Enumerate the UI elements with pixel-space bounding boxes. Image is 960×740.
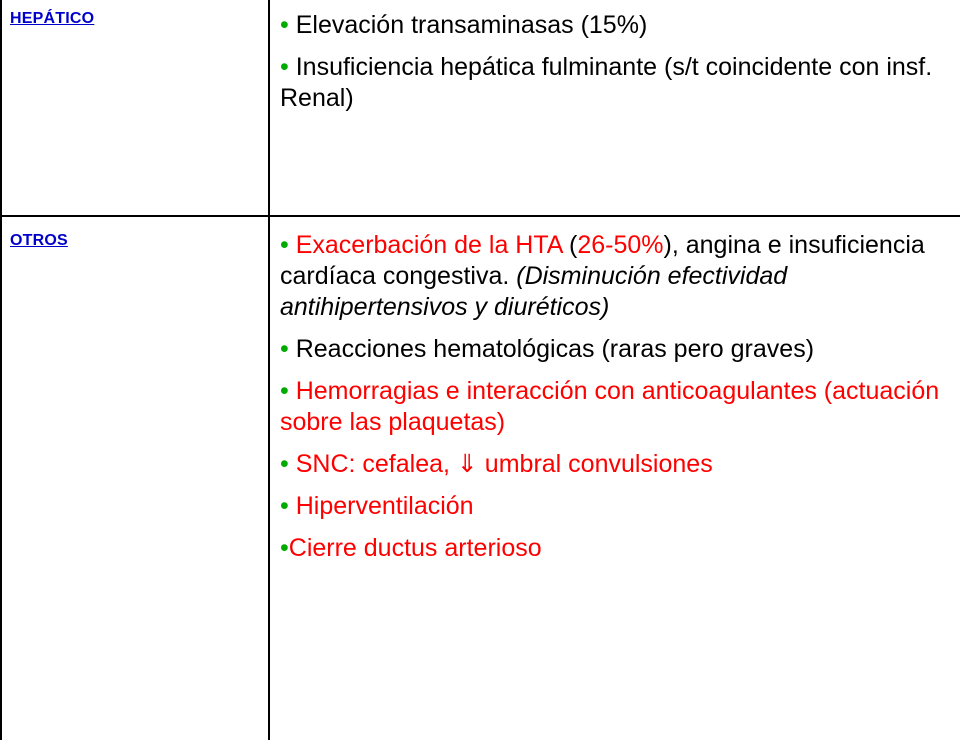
row-label-hepatico: HEPÁTICO bbox=[10, 10, 95, 27]
arrow-down-icon: ⇓ bbox=[456, 450, 478, 478]
bullet-icon: • bbox=[280, 492, 289, 520]
list-item bbox=[280, 376, 940, 438]
list-item bbox=[280, 10, 940, 41]
item-text-highlight: Exacerbación de la HTA bbox=[295, 231, 563, 259]
bullet-icon: • bbox=[280, 335, 289, 363]
item-text-highlight: SNC: cefalea, bbox=[295, 450, 457, 478]
list-item bbox=[280, 52, 940, 114]
bullet-icon: • bbox=[280, 53, 289, 81]
bullet-icon: • bbox=[280, 11, 289, 39]
row-divider bbox=[0, 215, 960, 217]
item-text: Insuficiencia hepática fulminante (s/t coincidente con insf. Renal) bbox=[280, 53, 933, 112]
bullet-icon: • bbox=[280, 377, 289, 405]
row-content-otros bbox=[280, 230, 940, 575]
list-item bbox=[280, 334, 940, 365]
item-text: ( bbox=[562, 231, 578, 259]
list-item bbox=[280, 230, 940, 323]
row-content-hepatico bbox=[280, 10, 940, 125]
bullet-icon: • bbox=[280, 231, 289, 259]
item-text-highlight: Hiperventilación bbox=[295, 492, 474, 520]
item-text: Elevación transaminasas (15%) bbox=[295, 11, 648, 39]
item-text: ), angina e insuficiencia cardíaca congestiva. bbox=[280, 231, 925, 290]
list-item bbox=[280, 533, 940, 564]
item-text-note: (Disminución efectividad antihipertensivos y diuréticos) bbox=[280, 262, 788, 321]
bullet-icon: • bbox=[280, 450, 289, 478]
row-label-otros: OTROS bbox=[10, 232, 68, 249]
list-item bbox=[280, 491, 940, 522]
list-item bbox=[280, 449, 940, 480]
item-text-highlight: 26-50% bbox=[577, 231, 664, 259]
item-text-highlight: umbral convulsiones bbox=[477, 450, 713, 478]
column-divider bbox=[268, 0, 270, 740]
bullet-icon: • bbox=[280, 534, 289, 562]
item-text-highlight: Cierre ductus arterioso bbox=[288, 534, 542, 562]
item-text: Reacciones hematológicas (raras pero graves) bbox=[295, 335, 815, 363]
item-text-highlight: Hemorragias e interacción con anticoagulantes (actuación sobre las plaquetas) bbox=[280, 377, 940, 436]
